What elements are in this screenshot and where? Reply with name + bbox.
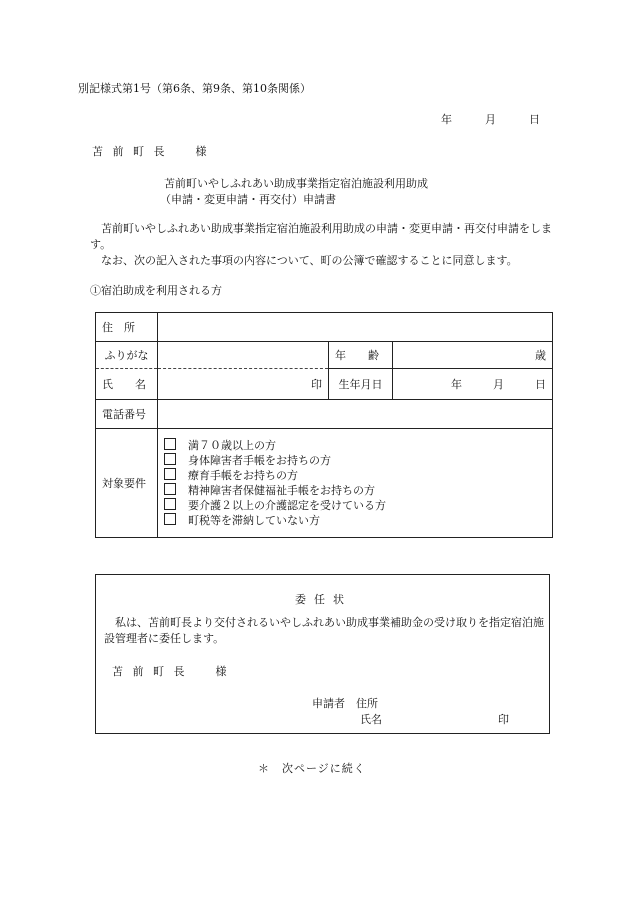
day-label: 日 [529,113,540,126]
criteria-item[interactable] [164,453,546,468]
furigana-label: ふりがな [96,342,158,369]
criteria-text: 満７０歳以上の方 [188,439,276,452]
body-text [90,221,552,269]
address-label: 住 所 [96,313,158,342]
criteria-item[interactable] [164,468,546,483]
seal-mark: 印 [311,378,322,391]
furigana-field[interactable] [158,342,329,369]
document-title-line2: （申請・変更申請・再交付）申請書 [160,193,336,206]
criteria-list [164,438,546,528]
criteria-text: 要介護２以上の介護認定を受けている方 [188,499,386,512]
mandate-addressee: 苫 前 町 長 様 [112,665,230,678]
criteria-label: 対象要件 [96,429,158,538]
name-field[interactable] [158,369,329,400]
age-field[interactable] [393,342,553,369]
address-field[interactable] [158,313,553,342]
mandate-text: 私は、苫前町長より交付されるいやしふれあい助成事業補助金の受け取りを指定宿泊施設管理者に委任します。 [104,616,544,645]
year-label: 年 [441,113,452,126]
mandate-box [95,574,550,734]
continue-note: ＊ 次ページに続く [258,762,366,775]
phone-label: 電話番号 [96,400,158,429]
criteria-text: 身体障害者手帳をお持ちの方 [188,454,331,467]
checkbox-icon[interactable] [164,438,176,450]
checkbox-icon[interactable] [164,483,176,495]
birth-day-label: 日 [535,378,547,391]
applicant-table [95,312,553,538]
criteria-text: 精神障害者保健福祉手帳をお持ちの方 [188,484,375,497]
age-unit: 歳 [535,349,547,362]
criteria-item[interactable] [164,513,546,528]
criteria-text: 療育手帳をお持ちの方 [188,469,298,482]
checkbox-icon[interactable] [164,468,176,480]
mandate-seal-mark: 印 [498,713,509,726]
criteria-item[interactable] [164,483,546,498]
age-label: 年 齢 [329,342,393,369]
birth-date-field[interactable] [393,369,553,400]
checkbox-icon[interactable] [164,513,176,525]
mandate-title: 委任状 [295,593,352,606]
addressee: 苫 前 町 長 様 [92,145,210,158]
name-label: 氏 名 [96,369,158,400]
body-paragraph-2: なお、次の記入された事項の内容について、町の公簿で確認することに同意します。 [101,254,518,267]
criteria-item[interactable] [164,438,546,453]
criteria-text: 町税等を滞納していない方 [188,514,320,527]
form-number-label: 別記様式第1号（第6条、第9条、第10条関係） [78,82,311,95]
document-title-line1: 苫前町いやしふれあい助成事業指定宿泊施設利用助成 [164,177,428,190]
body-paragraph-1: 苫前町いやしふれあい助成事業指定宿泊施設利用助成の申請・変更申請・再交付申請をします。 [90,222,552,251]
birth-year-label: 年 [451,378,463,391]
section-heading: ①宿泊助成を利用される方 [90,284,222,297]
mandate-applicant-address-label: 申請者 住所 [312,697,378,710]
criteria-item[interactable] [164,498,546,513]
checkbox-icon[interactable] [164,453,176,465]
phone-field[interactable] [158,400,553,429]
date-line [441,111,540,127]
checkbox-icon[interactable] [164,498,176,510]
mandate-name-label: 氏名 [360,713,382,726]
criteria-cell [158,429,553,538]
birth-date-label: 生年月日 [329,369,393,400]
month-label: 月 [485,113,496,126]
birth-month-label: 月 [493,378,505,391]
